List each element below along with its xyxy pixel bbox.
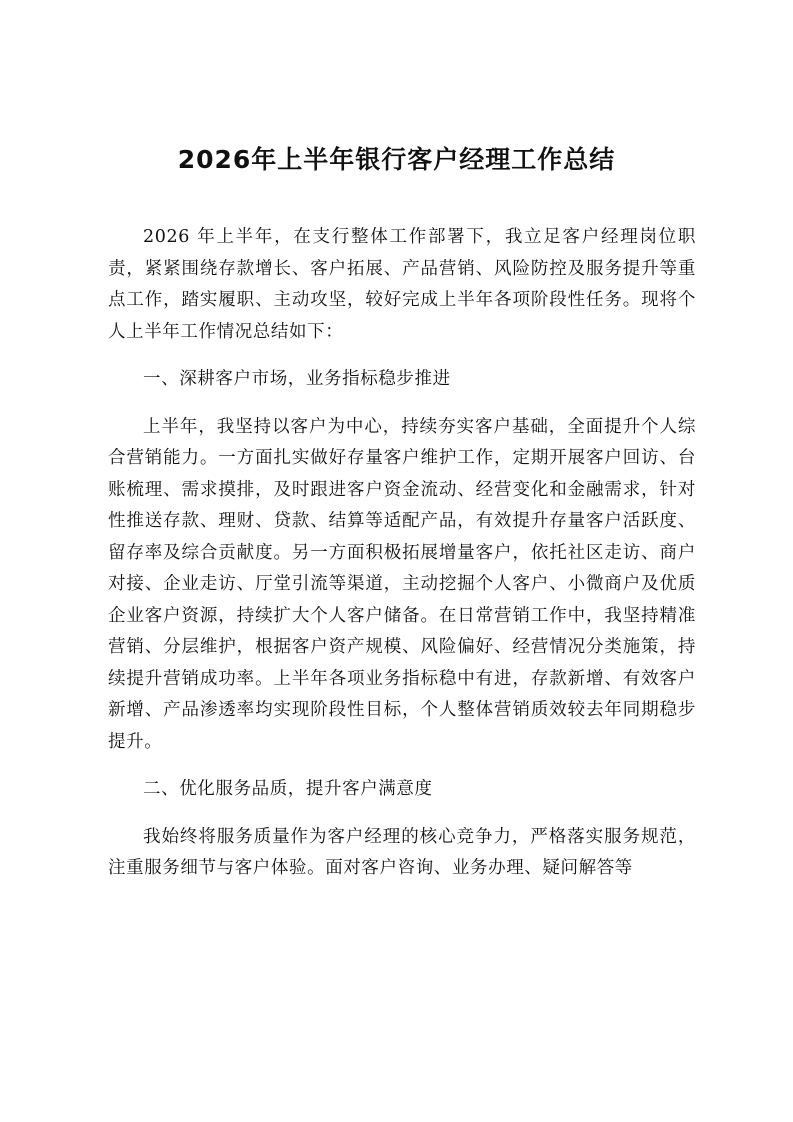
section-2-heading: 二、优化服务品质，提升客户满意度 — [143, 779, 433, 799]
section-2-paragraph: 我始终将服务质量作为客户经理的核心竞争力，严格落实服务规范，注重服务细节与客户体验。面对客户咨询、业务办理、疑问解答等 — [108, 826, 696, 878]
section-1-paragraph: 上半年，我坚持以客户为中心，持续夯实客户基础，全面提升个人综合营销能力。一方面扎实做好存量客户维护工作，定期开展客户回访、台账梳理、需求摸排，及时跟进客户资金流动、经营变化和金融需求，针对性推送存款、理财、贷款、结算等适配产品，有效提升存量客户活跃度、留存率及综合贡献度。另一方面积极拓展增量客户，依托社区走访、商户对接、企业走访、厅堂引流等渠道，主动挖掘个人客户、小微商户及优质企业客户资源，持续扩大个人客户储备。在日常营销工作中，我坚持精准营销、分层维护，根据客户资产规模、风险偏好、经营情况分类施策，持续提升营销成功率。上半年各项业务指标稳中有进，存款新增、有效客户新增、产品渗透率均实现阶段性目标，个人整体营销质效较去年同期稳步提升。 — [108, 416, 696, 752]
intro-paragraph: 2026 年上半年，在支行整体工作部署下，我立足客户经理岗位职责，紧紧围绕存款增长、客户拓展、产品营销、风险防控及服务提升等重点工作，踏实履职、主动攻坚，较好完成上半年各项阶段性任务。现将个人上半年工作情况总结如下： — [108, 227, 696, 342]
document-title: 2026年上半年银行客户经理工作总结 — [177, 145, 616, 174]
paragraph-gap — [108, 348, 696, 364]
section-1-heading: 一、深耕客户市场，业务指标稳步推进 — [143, 369, 451, 389]
document-body — [108, 222, 696, 885]
paragraph-gap — [108, 396, 696, 412]
paragraph-gap — [108, 758, 696, 774]
paragraph-gap — [108, 806, 696, 822]
